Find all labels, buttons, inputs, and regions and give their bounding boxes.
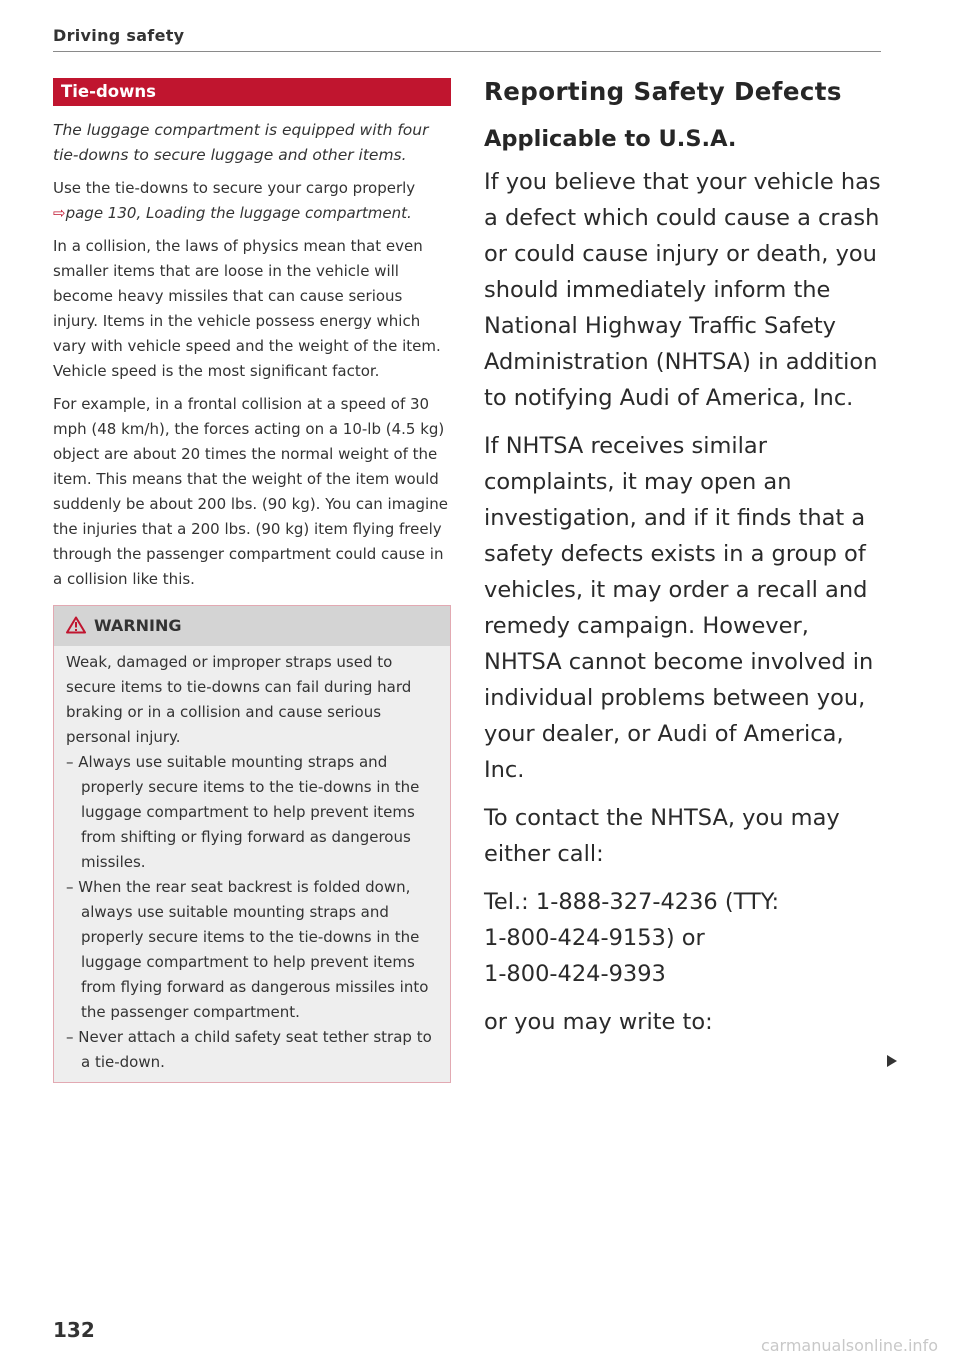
header-rule — [53, 51, 881, 52]
warning-intro: Weak, damaged or improper straps used to secure items to tie-downs can fail during hard braking or in a collision and cause serious personal injury. — [66, 653, 412, 746]
left-column — [53, 78, 451, 1083]
right-column — [484, 70, 884, 1040]
warning-triangle-icon — [66, 616, 86, 634]
tie-downs-paragraph-3: For example, in a frontal collision at a speed of 30 mph (48 km/h), the forces acting on a 10-lb (4.5 kg) object are about 20 times the normal weight of the item. This means that the weight of the item would suddenly be about 200 lbs. (90 kg). You can imagine the injuries that a 200 lbs. (90 kg) item flying freely through the passenger compartment could cause in a collision like this. — [53, 395, 448, 588]
page-reference-text: page 130, Loading the luggage compartment. — [65, 204, 412, 222]
paragraph-1-text: Use the tie-downs to secure your cargo properly — [53, 179, 416, 197]
reporting-subheading: Applicable to U.S.A. — [484, 126, 737, 152]
warning-header — [54, 606, 450, 646]
reporting-paragraph-4: or you may write to: — [484, 1009, 713, 1035]
phone-line-1: Tel.: 1-888-327-4236 (TTY: — [484, 889, 780, 915]
warning-body — [54, 646, 450, 1082]
warning-item: – When the rear seat backrest is folded down, always use suitable mounting straps and properly secure items to the tie-downs in the luggage compartment to help prevent items from flying forward as dangerous missiles into the passenger compartment. — [66, 878, 429, 1021]
tie-downs-intro: The luggage compartment is equipped with four tie-downs to secure luggage and other items. — [53, 121, 429, 164]
tie-downs-heading: Tie-downs — [53, 78, 451, 106]
tie-downs-paragraph-2: In a collision, the laws of physics mean that even smaller items that are loose in the vehicle will become heavy missiles that can cause serious injury. Items in the vehicle possess energy which vary with vehicle speed and the weight of the item. Vehicle speed is the most significant factor. — [53, 237, 441, 380]
phone-line-2: 1-800-424-9153) or — [484, 925, 705, 951]
running-title: Driving safety — [53, 26, 185, 45]
reporting-paragraph-3: To contact the NHTSA, you may either call: — [484, 805, 840, 867]
page-reference-link[interactable] — [53, 204, 412, 222]
warning-box — [53, 605, 451, 1083]
watermark: carmanualsonline.info — [760, 1336, 938, 1355]
phone-block — [484, 884, 884, 992]
warning-list — [66, 750, 438, 1075]
warning-item: – Never attach a child safety seat tether strap to a tie-down. — [66, 1028, 432, 1071]
reporting-heading: Reporting Safety Defects — [484, 77, 842, 106]
continue-arrow-icon — [886, 1054, 898, 1068]
page-reference-arrow-icon: ⇨ — [53, 204, 66, 222]
phone-line-3: 1-800-424-9393 — [484, 961, 666, 987]
warning-title: WARNING — [94, 616, 182, 635]
page-number: 132 — [53, 1318, 95, 1342]
warning-item: – Always use suitable mounting straps and properly secure items to the tie-downs in the luggage compartment to help prevent items from shifting or flying forward as dangerous missiles. — [66, 753, 420, 871]
tie-downs-paragraph-1 — [53, 176, 451, 226]
reporting-paragraph-2: If NHTSA receives similar complaints, it may open an investigation, and if it finds that a safety defects exists in a group of vehicles, it may order a recall and remedy campaign. However, NHTSA cannot become involved in individual problems between you, your dealer, or Audi of America, Inc. — [484, 433, 874, 783]
reporting-paragraph-1: If you believe that your vehicle has a defect which could cause a crash or could cause injury or death, you should immediately inform the National Highway Traffic Safety Administration (NHTSA) in addition to notifying Audi of America, Inc. — [484, 169, 881, 411]
